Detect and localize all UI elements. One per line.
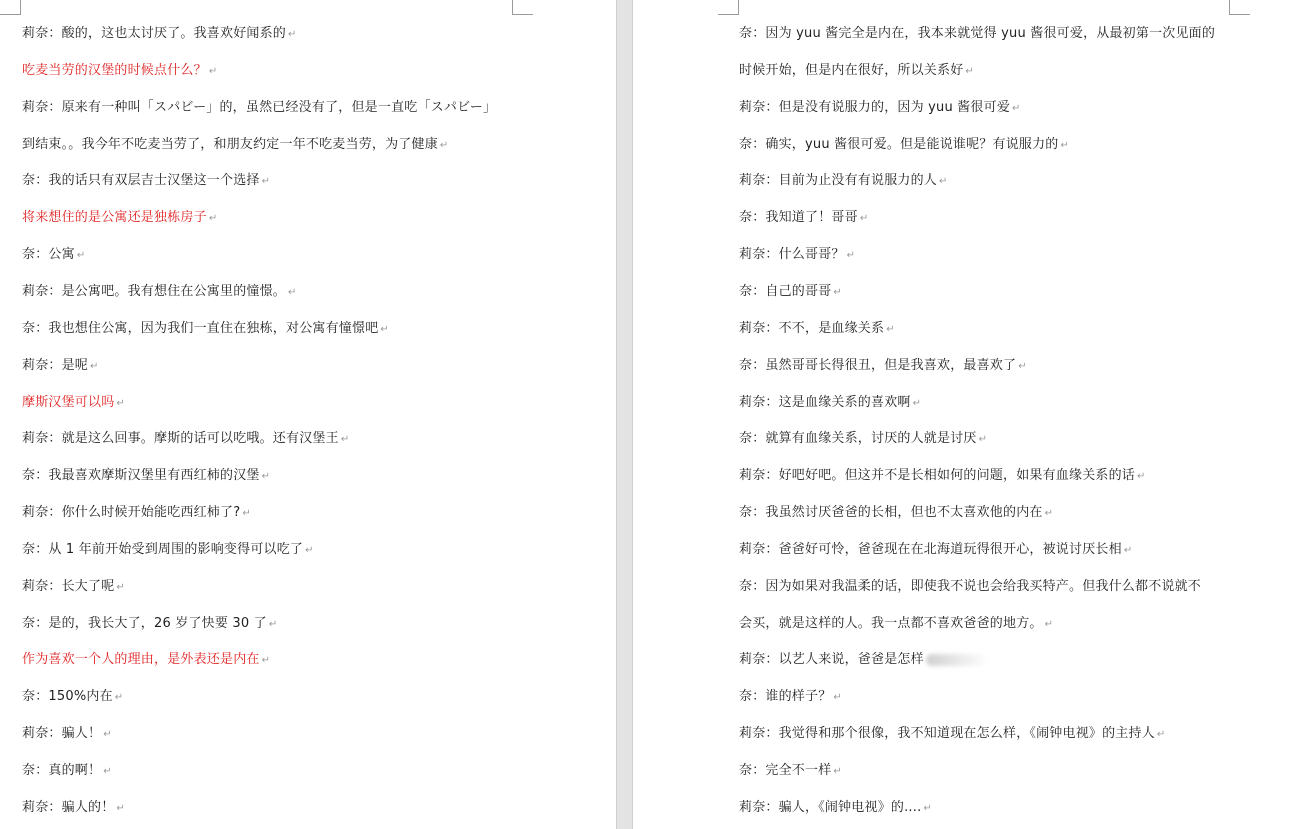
line-text: 奈：我也想住公寓，因为我们一直住在独栋，对公寓有憧憬吧 (22, 321, 379, 336)
paragraph-mark-icon: ↵ (1044, 508, 1054, 519)
line-text: 奈：真的啊！ (22, 763, 102, 778)
paragraph-mark-icon: ↵ (288, 287, 297, 298)
paragraph-mark-icon: ↵ (90, 361, 99, 372)
page-corner-marker (1229, 0, 1250, 15)
line-text: 奈：公寓 (22, 247, 75, 262)
dialogue-line[interactable] (22, 578, 125, 597)
line-text: 奈：因为 yuu 酱完全是内在，我本来就觉得 yuu 酱很可爱，从最初第一次见面的 (739, 26, 1216, 41)
line-text: 时候开始，但是内在很好，所以关系好 (739, 63, 964, 78)
line-text: 吃麦当劳的汉堡的时候点什么？ (22, 63, 207, 78)
line-text: 莉奈：酸的，这也太讨厌了。我喜欢好闻系的 (22, 26, 287, 41)
line-text: 将来想住的是公寓还是独栋房子 (22, 210, 207, 225)
paragraph-mark-icon: ↵ (305, 545, 314, 556)
dialogue-line[interactable] (739, 99, 1021, 118)
line-text: 莉奈：但是没有说服力的，因为 yuu 酱很可爱 (739, 100, 1011, 115)
paragraph-mark-icon: ↵ (116, 803, 125, 814)
paragraph-mark-icon: ↵ (208, 66, 218, 77)
paragraph-mark-icon: ↵ (103, 729, 112, 740)
dialogue-line[interactable] (739, 283, 842, 302)
dialogue-line[interactable] (739, 136, 1069, 155)
paragraph-mark-icon: ↵ (380, 324, 389, 335)
paragraph-mark-icon: ↵ (242, 508, 251, 519)
line-text: 奈：自己的哥哥 (739, 284, 832, 299)
dialogue-line[interactable] (739, 688, 842, 707)
paragraph-mark-icon: ↵ (1060, 140, 1070, 151)
line-text: 莉奈：骗人，《闹钟电视》的.... (739, 800, 922, 815)
paragraph-mark-icon: ↵ (965, 66, 974, 77)
line-text: 奈：我知道了！哥哥 (739, 210, 858, 225)
line-text: 莉奈：爸爸好可怜，爸爸现在在北海道玩得很开心，被说讨厌长相 (739, 542, 1122, 557)
line-text: 奈：虽然哥哥长得很丑，但是我喜欢，最喜欢了 (739, 358, 1017, 373)
line-text: 奈：完全不一样 (739, 763, 832, 778)
line-text: 奈：150%内在 (22, 689, 113, 704)
line-text: 奈：因为如果对我温柔的话，即使我不说也会给我买特产。但我什么都不说就不 (739, 579, 1202, 594)
paragraph-mark-icon: ↵ (1012, 103, 1021, 114)
dialogue-line[interactable] (22, 357, 99, 376)
document-page-left[interactable] (0, 0, 616, 829)
line-text: 到结束。。我今年不吃麦当劳了，和朋友约定一年不吃麦当劳，为了健康 (22, 137, 438, 152)
line-text: 奈：就算有血缘关系，讨厌的人就是讨厌 (739, 431, 977, 446)
paragraph-mark-icon: ↵ (1156, 729, 1166, 740)
page-gutter (616, 0, 633, 829)
dialogue-line[interactable] (739, 357, 1027, 376)
paragraph-mark-icon: ↵ (439, 140, 449, 151)
paragraph-mark-icon: ↵ (103, 766, 112, 777)
paragraph-mark-icon: ↵ (288, 29, 297, 40)
line-text: 奈：确实，yuu 酱很可爱。但是能说谁呢？有说服力的 (739, 137, 1059, 152)
page-corner-marker (0, 0, 21, 15)
line-text: 奈：是的，我长大了，26 岁了快要 30 了 (22, 616, 267, 631)
dialogue-line[interactable] (22, 99, 496, 117)
line-text: 奈：我虽然讨厌爸爸的长相，但也不太喜欢他的内在 (739, 505, 1043, 520)
paragraph-mark-icon: ↵ (261, 176, 271, 187)
line-text: 莉奈：好吧好吧。但这并不是长相如何的问题，如果有血缘关系的话 (739, 468, 1136, 483)
paragraph-mark-icon: ↵ (939, 176, 948, 187)
dialogue-line[interactable] (739, 25, 1215, 43)
line-text: 莉奈：什么哥哥？ (739, 247, 845, 262)
line-text: 莉奈：长大了呢 (22, 579, 115, 594)
paragraph-mark-icon: ↵ (1123, 545, 1133, 556)
dialogue-line[interactable] (22, 762, 112, 781)
line-text: 莉奈：不不，是血缘关系 (739, 321, 885, 336)
dialogue-line[interactable] (22, 799, 125, 818)
dialogue-line[interactable] (22, 504, 251, 523)
dialogue-line[interactable] (22, 246, 85, 265)
paragraph-mark-icon: ↵ (1044, 619, 1054, 630)
dialogue-line[interactable] (739, 762, 842, 781)
dialogue-line[interactable] (22, 136, 449, 155)
line-text: 莉奈：骗人的！ (22, 800, 115, 815)
dialogue-line[interactable] (739, 394, 921, 413)
dialogue-line[interactable] (739, 799, 932, 818)
paragraph-mark-icon: ↵ (978, 434, 988, 445)
line-text: 会买，就是这样的人。我一点都不喜欢爸爸的地方。 (739, 616, 1043, 631)
paragraph-mark-icon: ↵ (1137, 471, 1146, 482)
line-text: 奈：我最喜欢摩斯汉堡里有西红柿的汉堡 (22, 468, 260, 483)
dialogue-line[interactable] (22, 541, 314, 560)
paragraph-mark-icon: ↵ (340, 434, 350, 445)
dialogue-line[interactable] (22, 725, 112, 744)
dialogue-line[interactable] (22, 172, 270, 191)
dialogue-line[interactable] (22, 320, 389, 339)
dialogue-line[interactable] (739, 209, 868, 228)
question-heading[interactable] (22, 651, 270, 670)
paragraph-mark-icon: ↵ (116, 582, 125, 593)
dialogue-line[interactable] (739, 504, 1053, 523)
dialogue-line[interactable] (22, 688, 123, 707)
line-text: 莉奈：目前为止没有有说服力的人 (739, 173, 938, 188)
dialogue-line[interactable] (739, 615, 1053, 634)
paragraph-mark-icon: ↵ (833, 766, 842, 777)
line-text: 莉奈：原来有一种叫「スパビー」的，虽然已经没有了，但是一直吃「スパビー」 (22, 100, 497, 115)
dialogue-line[interactable] (739, 541, 1132, 560)
dialogue-line[interactable] (739, 430, 987, 449)
dialogue-line[interactable] (22, 25, 297, 44)
line-text: 莉奈：我觉得和那个很像，我不知道现在怎么样，《闹钟电视》的主持人 (739, 726, 1155, 741)
line-text: 莉奈：你什么时候开始能吃西红柿了? (22, 505, 241, 520)
line-text: 莉奈：是呢 (22, 358, 89, 373)
page-corner-marker (718, 0, 739, 15)
dialogue-line[interactable] (739, 246, 855, 265)
question-heading[interactable] (22, 209, 217, 228)
dialogue-line[interactable] (739, 467, 1146, 486)
paragraph-mark-icon: ↵ (846, 250, 856, 261)
dialogue-line[interactable] (739, 578, 1201, 596)
line-text: 奈：从 1 年前开始受到周围的影响变得可以吃了 (22, 542, 304, 557)
line-text: 莉奈：以艺人来说，爸爸是怎样 (739, 652, 924, 667)
line-text: 莉奈：骗人！ (22, 726, 102, 741)
line-text: 莉奈：是公寓吧。我有想住在公寓里的憧憬。 (22, 284, 287, 299)
line-text: 奈：谁的样子？ (739, 689, 832, 704)
blurred-text-overlay (926, 654, 988, 666)
paragraph-mark-icon: ↵ (1018, 361, 1027, 372)
dialogue-line[interactable] (739, 62, 974, 81)
paragraph-mark-icon: ↵ (268, 619, 278, 630)
paragraph-mark-icon: ↵ (912, 398, 922, 409)
paragraph-mark-icon: ↵ (923, 803, 933, 814)
paragraph-mark-icon: ↵ (116, 398, 125, 409)
dialogue-line[interactable] (739, 172, 948, 191)
line-text: 奈：我的话只有双层吉士汉堡这一个选择 (22, 173, 260, 188)
dialogue-line[interactable] (22, 283, 297, 302)
paragraph-mark-icon: ↵ (114, 692, 124, 703)
dialogue-line[interactable] (739, 320, 895, 339)
dialogue-line[interactable] (22, 430, 349, 449)
dialogue-line[interactable] (739, 725, 1166, 744)
line-text: 摩斯汉堡可以吗 (22, 395, 115, 410)
page-corner-marker (512, 0, 533, 15)
question-heading[interactable] (22, 62, 217, 81)
paragraph-mark-icon: ↵ (833, 287, 842, 298)
paragraph-mark-icon: ↵ (833, 692, 842, 703)
document-page-right[interactable] (633, 0, 1293, 829)
dialogue-line[interactable] (22, 467, 270, 486)
dialogue-line[interactable] (22, 615, 277, 634)
paragraph-mark-icon: ↵ (886, 324, 895, 335)
line-text: 莉奈：这是血缘关系的喜欢啊 (739, 395, 911, 410)
paragraph-mark-icon: ↵ (261, 655, 271, 666)
question-heading[interactable] (22, 394, 125, 413)
paragraph-mark-icon: ↵ (859, 213, 869, 224)
dialogue-line[interactable] (739, 651, 988, 669)
line-text: 作为喜欢一个人的理由，是外表还是内在 (22, 652, 260, 667)
paragraph-mark-icon: ↵ (208, 213, 218, 224)
paragraph-mark-icon: ↵ (261, 471, 271, 482)
paragraph-mark-icon: ↵ (76, 250, 86, 261)
line-text: 莉奈：就是这么回事。摩斯的话可以吃哦。还有汉堡王 (22, 431, 339, 446)
